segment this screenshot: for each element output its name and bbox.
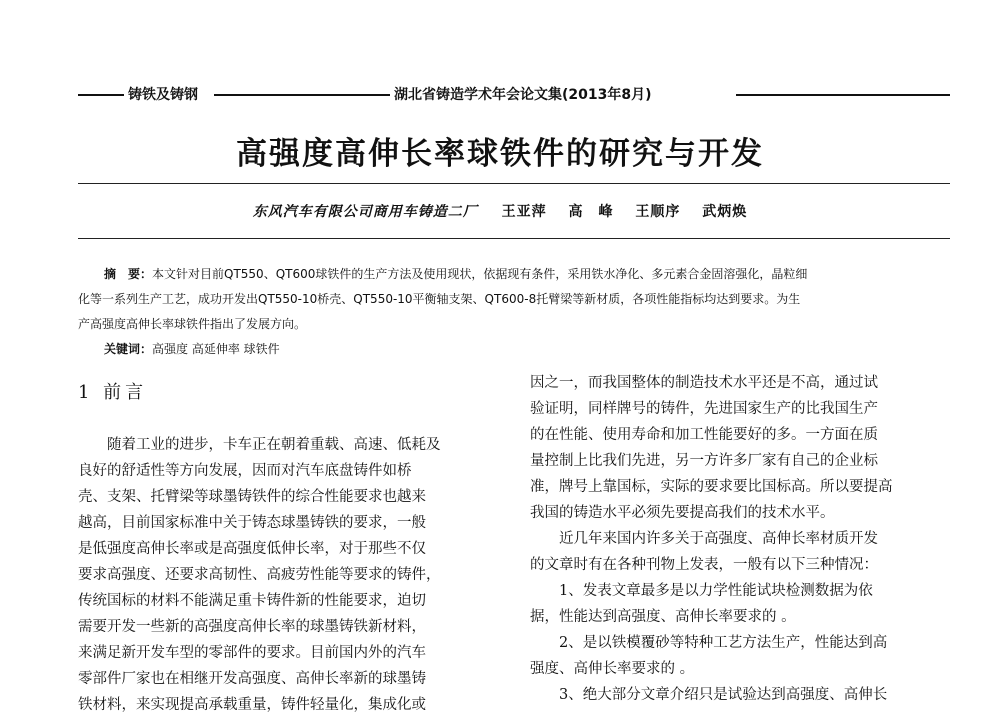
rule-below-title — [78, 183, 950, 184]
abstract-line: 化等一系列生产工艺，成功开发出QT550-10桥壳、QT550-10平衡轴支架、QT600-8托臂梁等新材质，各项性能指标均达到要求。为生 — [78, 292, 801, 306]
body-line: 传统国标的材料不能满足重卡铸件新的性能要求，迫切 — [78, 593, 426, 609]
keywords-line — [78, 337, 950, 362]
body-line: 铁材料，来实现提高承载重量，铸件轻量化，集成化或 — [78, 697, 426, 713]
body-line: 需要开发一些新的高强度高伸长率的球墨铸铁新材料， — [78, 619, 426, 635]
abstract-label: 摘 要： — [104, 267, 153, 281]
author-line — [0, 201, 1000, 221]
body-line: 我国的铸造水平必须先要提高我们的技术水平。 — [530, 505, 835, 521]
rule-below-authors — [78, 238, 950, 239]
author-name: 高 峰 — [568, 204, 614, 220]
body-line: 壳、支架、托臂梁等球墨铸铁件的综合性能要求也越来 — [78, 489, 426, 505]
abstract-line: 摘 要：本文针对目前QT550、QT600球铁件的生产方法及使用现状，依据现有条件，采用铁水净化、多元素合金固溶强化，晶粒细 — [104, 267, 808, 281]
body-line: 2、是以铁模覆砂等特种工艺方法生产，性能达到高 — [530, 635, 888, 651]
body-line: 要求高强度、还要求高韧性、高疲劳性能等要求的铸件， — [78, 567, 441, 583]
body-line: 近几年来国内许多关于高强度、高伸长率材质开发 — [530, 531, 878, 547]
affiliation: 东风汽车有限公司商用车铸造二厂 — [252, 204, 478, 220]
section-heading: 1 前言 — [78, 382, 148, 403]
header-rule-left — [78, 94, 124, 96]
body-line: 的文章时有在各种刊物上发表，一般有以下三种情况： — [530, 557, 878, 573]
header-rule-middle — [214, 94, 390, 96]
body-line: 量控制上比我们先进，另一方许多厂家有自己的企业标 — [530, 453, 878, 469]
body-line: 验证明，同样牌号的铸件，先进国家生产的比我国生产 — [530, 401, 878, 417]
body-line: 强度、高伸长率要求的 。 — [530, 661, 695, 677]
body-line: 零部件厂家也在相继开发高强度、高伸长率新的球墨铸 — [78, 671, 426, 687]
body-line: 的在性能、使用寿命和加工性能要好的多。一方面在质 — [530, 427, 878, 443]
body-line: 1、发表文章最多是以力学性能试块检测数据为依 — [530, 583, 873, 599]
keywords-label: 关键词： — [104, 342, 153, 356]
body-line: 越高，目前国家标准中关于铸态球墨铸铁的要求，一般 — [78, 515, 426, 531]
body-line: 随着工业的进步，卡车正在朝着重载、高速、低耗及 — [78, 437, 441, 453]
left-column — [78, 432, 498, 718]
body-line: 据，性能达到高强度、高伸长率要求的 。 — [530, 609, 796, 625]
body-line: 3、绝大部分文章介绍只是试验达到高强度、高伸长 — [530, 687, 888, 703]
author-name: 王顺序 — [635, 204, 681, 220]
right-column — [530, 370, 950, 708]
body-line: 准，牌号上靠国标，实际的要求要比国标高。所以要提高 — [530, 479, 893, 495]
abstract — [78, 262, 950, 362]
header-rule-right — [736, 94, 950, 96]
paper-title: 高强度高伸长率球铁件的研究与开发 — [236, 136, 764, 172]
body-line: 是低强度高伸长率或是高强度低伸长率，对于那些不仅 — [78, 541, 426, 557]
header-right-text: 湖北省铸造学术年会论文集(2013年8月) — [394, 84, 652, 104]
author-name: 武炳焕 — [702, 204, 748, 220]
body-line: 来满足新开发车型的零部件的要求。目前国内外的汽车 — [78, 645, 426, 661]
body-line: 因之一，而我国整体的制造技术水平还是不高，通过试 — [530, 375, 878, 391]
body-line: 良好的舒适性等方向发展，因而对汽车底盘铸件如桥 — [78, 463, 412, 479]
author-name: 王亚萍 — [501, 204, 547, 220]
header-left-text: 铸铁及铸钢 — [128, 84, 198, 104]
keywords: 高强度 高延伸率 球铁件 — [152, 342, 280, 356]
running-header — [78, 82, 950, 106]
abstract-line: 产高强度高伸长率球铁件指出了发展方向。 — [78, 317, 307, 331]
